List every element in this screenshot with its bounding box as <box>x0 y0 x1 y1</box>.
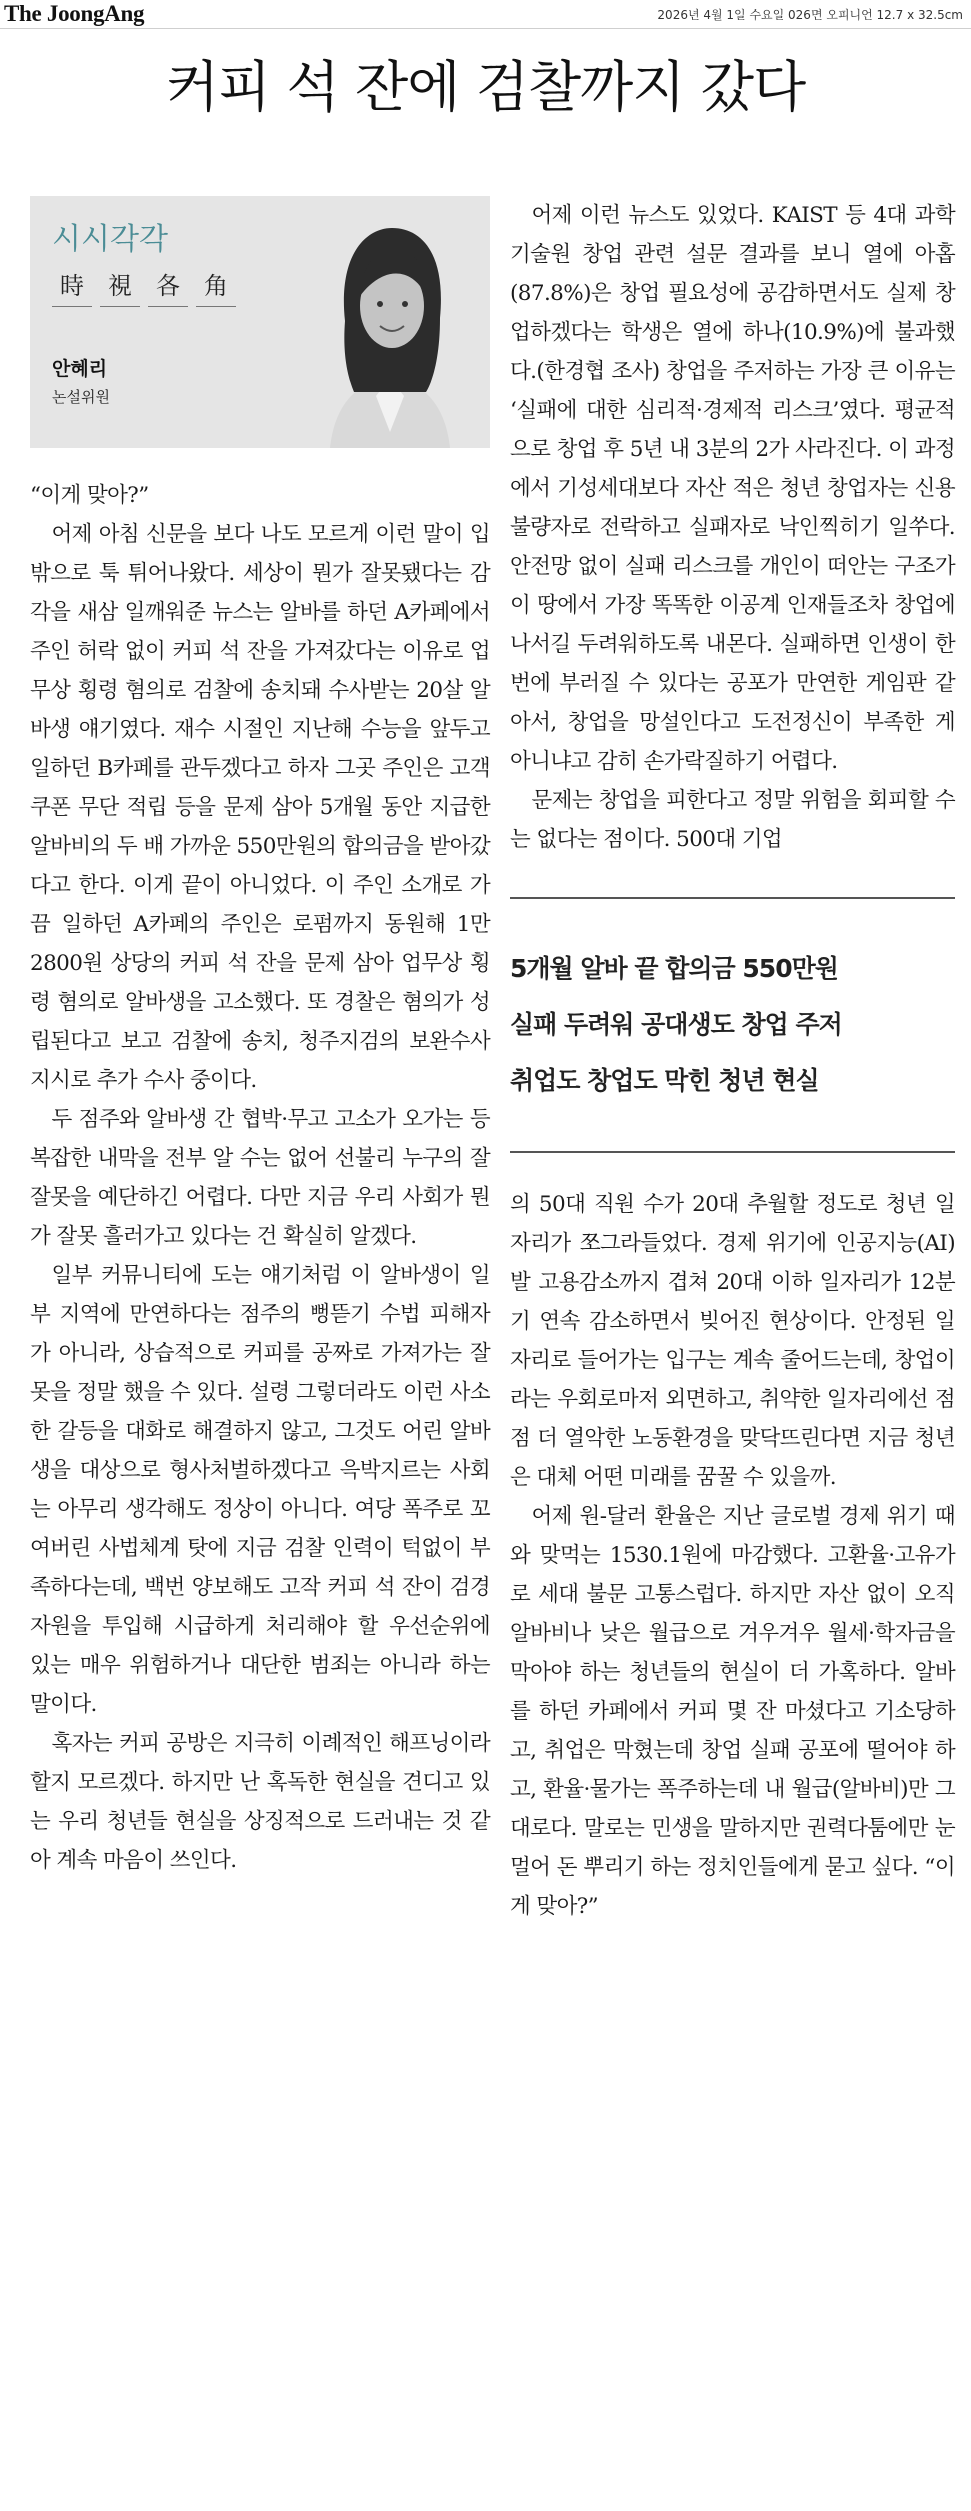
hanja-char: 時 <box>52 266 92 307</box>
author-role: 논설위원 <box>52 388 110 406</box>
pull-quote <box>510 897 955 1153</box>
paragraph: “이게 맞아?” <box>30 483 149 508</box>
column-hanja-row <box>52 266 236 307</box>
column-header-box <box>30 196 490 448</box>
publication-info: 2026년 4월 1일 수요일 026면 오피니언 12.7 x 32.5cm <box>657 8 963 22</box>
paragraph: 어제 원-달러 환율은 지난 글로벌 경제 위기 때와 맞먹는 1530.1원에 마감했다. 고환율·고유가로 세대 불문 고통스럽다. 하지만 자산 없이 오직 알바비나 낮은 월급으로 겨우겨우 월세·학자금을 막아야 하는 청년들의 현실이 더 가혹하다. 알바를 하던 카페에서 커피 몇 잔 마셨다고 기소당하고, 취업은 막혔는데 창업 실패 공포에 떨어야 하고, 환율·물가는 폭주하는데 내 월급(알바비)만 그대로다. 말로는 민생을 말하지만 권력다툼에만 눈멀어 돈 뿌리기 하는 정치인들에게 묻고 싶다. “이게 맞아?” <box>510 1504 955 1919</box>
pull-quote-line: 5개월 알바 끝 합의금 550만원 <box>510 954 838 983</box>
paragraph: 의 50대 직원 수가 20대 추월할 정도로 청년 일자리가 쪼그라들었다. 경제 위기에 인공지능(AI)발 고용감소까지 겹쳐 20대 이하 일자리가 12분기 연속 감소하면서 빚어진 현상이다. 안정된 일자리로 들어가는 입구는 계속 줄어드는데, 창업이라는 우회로마저 외면하고, 취약한 일자리에선 점점 더 열악한 노동환경을 맞닥뜨린다면 지금 청년은 대체 어떤 미래를 꿈꿀 수 있을까. <box>510 1192 955 1490</box>
article-body-right-top <box>510 196 955 859</box>
headline: 커피 석 잔에 검찰까지 갔다 <box>165 55 806 119</box>
paragraph: 어제 아침 신문을 보다 나도 모르게 이런 말이 입 밖으로 툭 튀어나왔다. 세상이 뭔가 잘못됐다는 감각을 새삼 일깨워준 뉴스는 알바를 하던 A카페에서 주인 허락 없이 커피 석 잔을 가져갔다는 이유로 업무상 횡령 혐의로 검찰에 송치돼 수사받는 20살 알바생 얘기였다. 재수 시절인 지난해 수능을 앞두고 일하던 B카페를 관두겠다고 하자 그곳 주인은 고객 쿠폰 무단 적립 등을 문제 삼아 5개월 동안 지급한 알바비의 두 배 가까운 550만원의 합의금을 받아갔다고 한다. 이게 끝이 아니었다. 이 주인 소개로 가끔 일하던 A카페의 주인은 로펌까지 동원해 1만2800원 상당의 커피 석 잔을 문제 삼아 업무상 횡령 혐의로 알바생을 고소했다. 또 경찰은 혐의가 성립된다고 보고 검찰에 송치, 청주지검의 보완수사 지시로 추가 수사 중이다. <box>30 522 490 1093</box>
author-photo <box>290 196 490 448</box>
pull-quote-line: 실패 두려워 공대생도 창업 주저 <box>510 1010 842 1039</box>
article-body-right-bottom <box>510 1185 955 1926</box>
masthead <box>0 0 971 29</box>
paragraph: 일부 커뮤니티에 도는 얘기처럼 이 알바생이 일부 지역에 만연하다는 점주의 뻥뜯기 수법 피해자가 아니라, 상습적으로 커피를 공짜로 가져가는 잘못을 정말 했을 수 있다. 설령 그렇더라도 이런 사소한 갈등을 대화로 해결하지 않고, 그것도 어린 알바생을 대상으로 형사처벌하겠다고 윽박지르는 사회는 아무리 생각해도 정상이 아니다. 여당 폭주로 꼬여버린 사법체계 탓에 지금 검찰 인력이 턱없이 부족하다는데, 백번 양보해도 고작 커피 석 잔이 검경 자원을 투입해 시급하게 처리해야 할 우선순위에 있는 매우 위험하거나 대단한 범죄는 아니라 하는 말이다. <box>30 1263 490 1717</box>
author-name: 안혜리 <box>52 358 108 380</box>
column-series-title: 시시각각 <box>52 222 168 257</box>
hanja-char: 各 <box>148 266 188 307</box>
paragraph: 문제는 창업을 피한다고 정말 위험을 회피할 수는 없다는 점이다. 500대 기업 <box>510 788 955 852</box>
paragraph: 어제 이런 뉴스도 있었다. KAIST 등 4대 과학기술원 창업 관련 설문 결과를 보니 열에 아홉(87.8%)은 창업 필요성에 공감하면서도 실제 창업하겠다는 학생은 열에 하나(10.9%)에 불과했다.(한경협 조사) 창업을 주저하는 가장 큰 이유는 ‘실패에 대한 심리적·경제적 리스크’였다. 평균적으로 창업 후 5년 내 3분의 2가 사라진다. 이 과정에서 기성세대보다 자산 적은 청년 창업자는 신용불량자로 전락하고 실패자로 낙인찍히기 일쑤다. 안전망 없이 실패 리스크를 개인이 떠안는 구조가 이 땅에서 가장 똑똑한 이공계 인재들조차 창업에 나서길 두려워하도록 내몬다. 실패하면 인생이 한 번에 부러질 수 있다는 공포가 만연한 게임판 같아서, 창업을 망설인다고 도전정신이 부족한 게 아니냐고 감히 손가락질하기 어렵다. <box>510 203 955 774</box>
paragraph: 두 점주와 알바생 간 협박·무고 고소가 오가는 등 복잡한 내막을 전부 알 수는 없어 선불리 누구의 잘잘못을 예단하긴 어렵다. 다만 지금 우리 사회가 뭔가 잘못 흘러가고 있다는 건 확실히 알겠다. <box>30 1107 490 1249</box>
pull-quote-line: 취업도 창업도 막힌 청년 현실 <box>510 1066 819 1095</box>
right-column <box>510 196 955 1926</box>
hanja-char: 視 <box>100 266 140 307</box>
article-body-left <box>30 476 490 1880</box>
hanja-char: 角 <box>196 266 236 307</box>
newspaper-logo: The JoongAng <box>4 1 145 26</box>
paragraph: 혹자는 커피 공방은 지극히 이례적인 해프닝이라 할지 모르겠다. 하지만 난 혹독한 현실을 견디고 있는 우리 청년들 현실을 상징적으로 드러내는 것 같아 계속 마음이 쓰인다. <box>30 1731 490 1873</box>
left-column <box>30 196 490 1880</box>
